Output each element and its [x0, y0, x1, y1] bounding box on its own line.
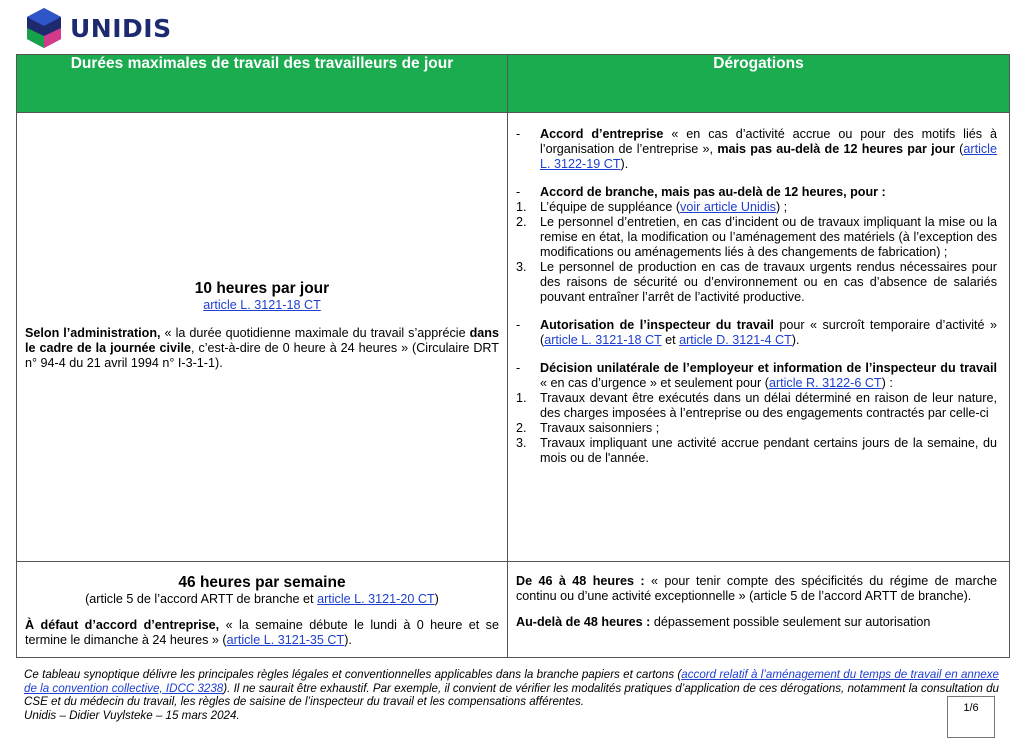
weekly-limit-cell [17, 562, 508, 658]
table-header-row [17, 55, 1010, 113]
administration-paragraph: Selon l’administration, « la durée quotidienne maximale du travail s’apprécie dans le cadre de la journée civile, c’est-à-dire de 0 heure à 24 heures » (Circulaire DRT n° 94-4 du 21 avril 1994 n° I-3-1-1). [25, 326, 499, 370]
link-article-l3121-18[interactable]: article L. 3121-18 CT [203, 298, 321, 312]
week-definition-paragraph: À défaut d’accord d’entreprise, « la semaine débute le lundi à 0 heure et se termine le dimanche à 24 heures » (article L. 3121-35 CT). [25, 618, 499, 647]
derogation-unilateral-decision: - Décision unilatérale de l’employeur et information de l’inspecteur du travail « en cas d’urgence » et seulement pour (article R. 3122-6 CT) : [516, 361, 997, 390]
logo-text: UNIDIS [70, 13, 172, 43]
page-number: 1/6 [947, 696, 995, 738]
link-article-l3122-19[interactable]: article L. 3122-19 CT [540, 142, 997, 171]
header-durations: Durées maximales de travail des travailleurs de jour [17, 55, 508, 113]
list-item: 3. Travaux impliquant une activité accrue pendant certains jours de la semaine, du mois ou de l'année. [516, 436, 997, 465]
footnote: Ce tableau synoptique délivre les principales règles légales et conventionnelles applicables dans la branche papiers et cartons (accord relatif à l’aménagement du temps de travail en annexe de la convention collective, IDCC 3238). Il ne saurait être exhaustif. Par exemple, il convient de vérifier les modalités pratiques d’application de ces dérogations, notamment la consultation du CSE et du médecin du travail, les règles de saisine de l’inspecteur du travail et les compensations afférentes. Unidis – Didier Vuylsteke – 15 mars 2024. [24, 668, 999, 722]
link-article-r3122-6[interactable]: article R. 3122-6 CT [768, 376, 882, 390]
header-derogations: Dérogations [508, 55, 1010, 113]
list-item: 2. Travaux saisonniers ; [516, 421, 660, 435]
derogation-beyond-48: Au-delà de 48 heures : dépassement possible seulement sur autorisation [516, 615, 931, 629]
weekly-limit-title: 46 heures par semaine [178, 574, 346, 591]
list-item: 1. Travaux devant être exécutés dans un délai déterminé en raison de leur nature, des charges imposées à l’entreprise ou des engagements contractés par celle-ci [516, 391, 997, 420]
derogation-46-48: De 46 à 48 heures : « pour tenir compte des spécificités du régime de marche continu ou d’une activité exceptionnelle » (article 5 de l’accord ARTT de branche). [516, 574, 997, 603]
list-item: 2. Le personnel d’entretien, en cas d’incident ou de travaux impliquant la mise ou la remise en état, la modification ou l’aménagement des matériels (à l’exception des modifications ou aménagements liés à des changements de fabrication) ; [516, 215, 997, 259]
link-voir-article-unidis[interactable]: voir article Unidis [680, 200, 776, 214]
list-item: 1. L’équipe de suppléance (voir article Unidis) ; [516, 200, 788, 214]
link-accord-amenagement-temps-travail[interactable]: accord relatif à l’aménagement du temps de travail en annexe de la convention collective, IDCC 3238 [24, 668, 999, 695]
weekly-derogations-cell [508, 562, 1010, 658]
link-article-l3121-20[interactable]: article L. 3121-20 CT [317, 592, 435, 606]
author-line: Unidis – Didier Vuylsteke – 15 mars 2024. [24, 708, 240, 722]
table-row [17, 562, 1010, 658]
link-article-l3121-18-b[interactable]: article L. 3121-18 CT [544, 333, 662, 347]
unidis-logo [24, 6, 172, 50]
derogation-labour-inspector: - Autorisation de l’inspecteur du travail pour « surcroît temporaire d’activité » (article L. 3121-18 CT et article D. 3121-4 CT). [516, 318, 998, 347]
link-article-d3121-4[interactable]: article D. 3121-4 CT [679, 333, 792, 347]
derogation-branch-agreement: - Accord de branche, mais pas au-delà de 12 heures, pour : [516, 185, 886, 199]
derogation-company-agreement: - Accord d’entreprise « en cas d’activité accrue ou pour des motifs liés à l’organisation de l’entreprise », mais pas au-delà de 12 heures par jour (article L. 3122-19 CT). [516, 127, 997, 171]
daily-limit-cell [17, 113, 508, 562]
logo-hexagon-icon [24, 6, 64, 50]
daily-limit-title: 10 heures par jour [194, 280, 330, 297]
daily-derogations-cell [508, 113, 1010, 562]
table-row [17, 113, 1010, 562]
durations-table [16, 54, 1010, 658]
link-article-l3121-35[interactable]: article L. 3121-35 CT [226, 633, 345, 647]
weekly-limit-ref: (article 5 de l’accord ARTT de branche et article L. 3121-20 CT) [85, 592, 439, 606]
list-item: 3. Le personnel de production en cas de travaux urgents rendus nécessaires pour des raisons de sécurité ou d’environnement ou en cas d’absence de salariés pouvant entraîner l’arrêt de l’activité productive. [516, 260, 997, 304]
